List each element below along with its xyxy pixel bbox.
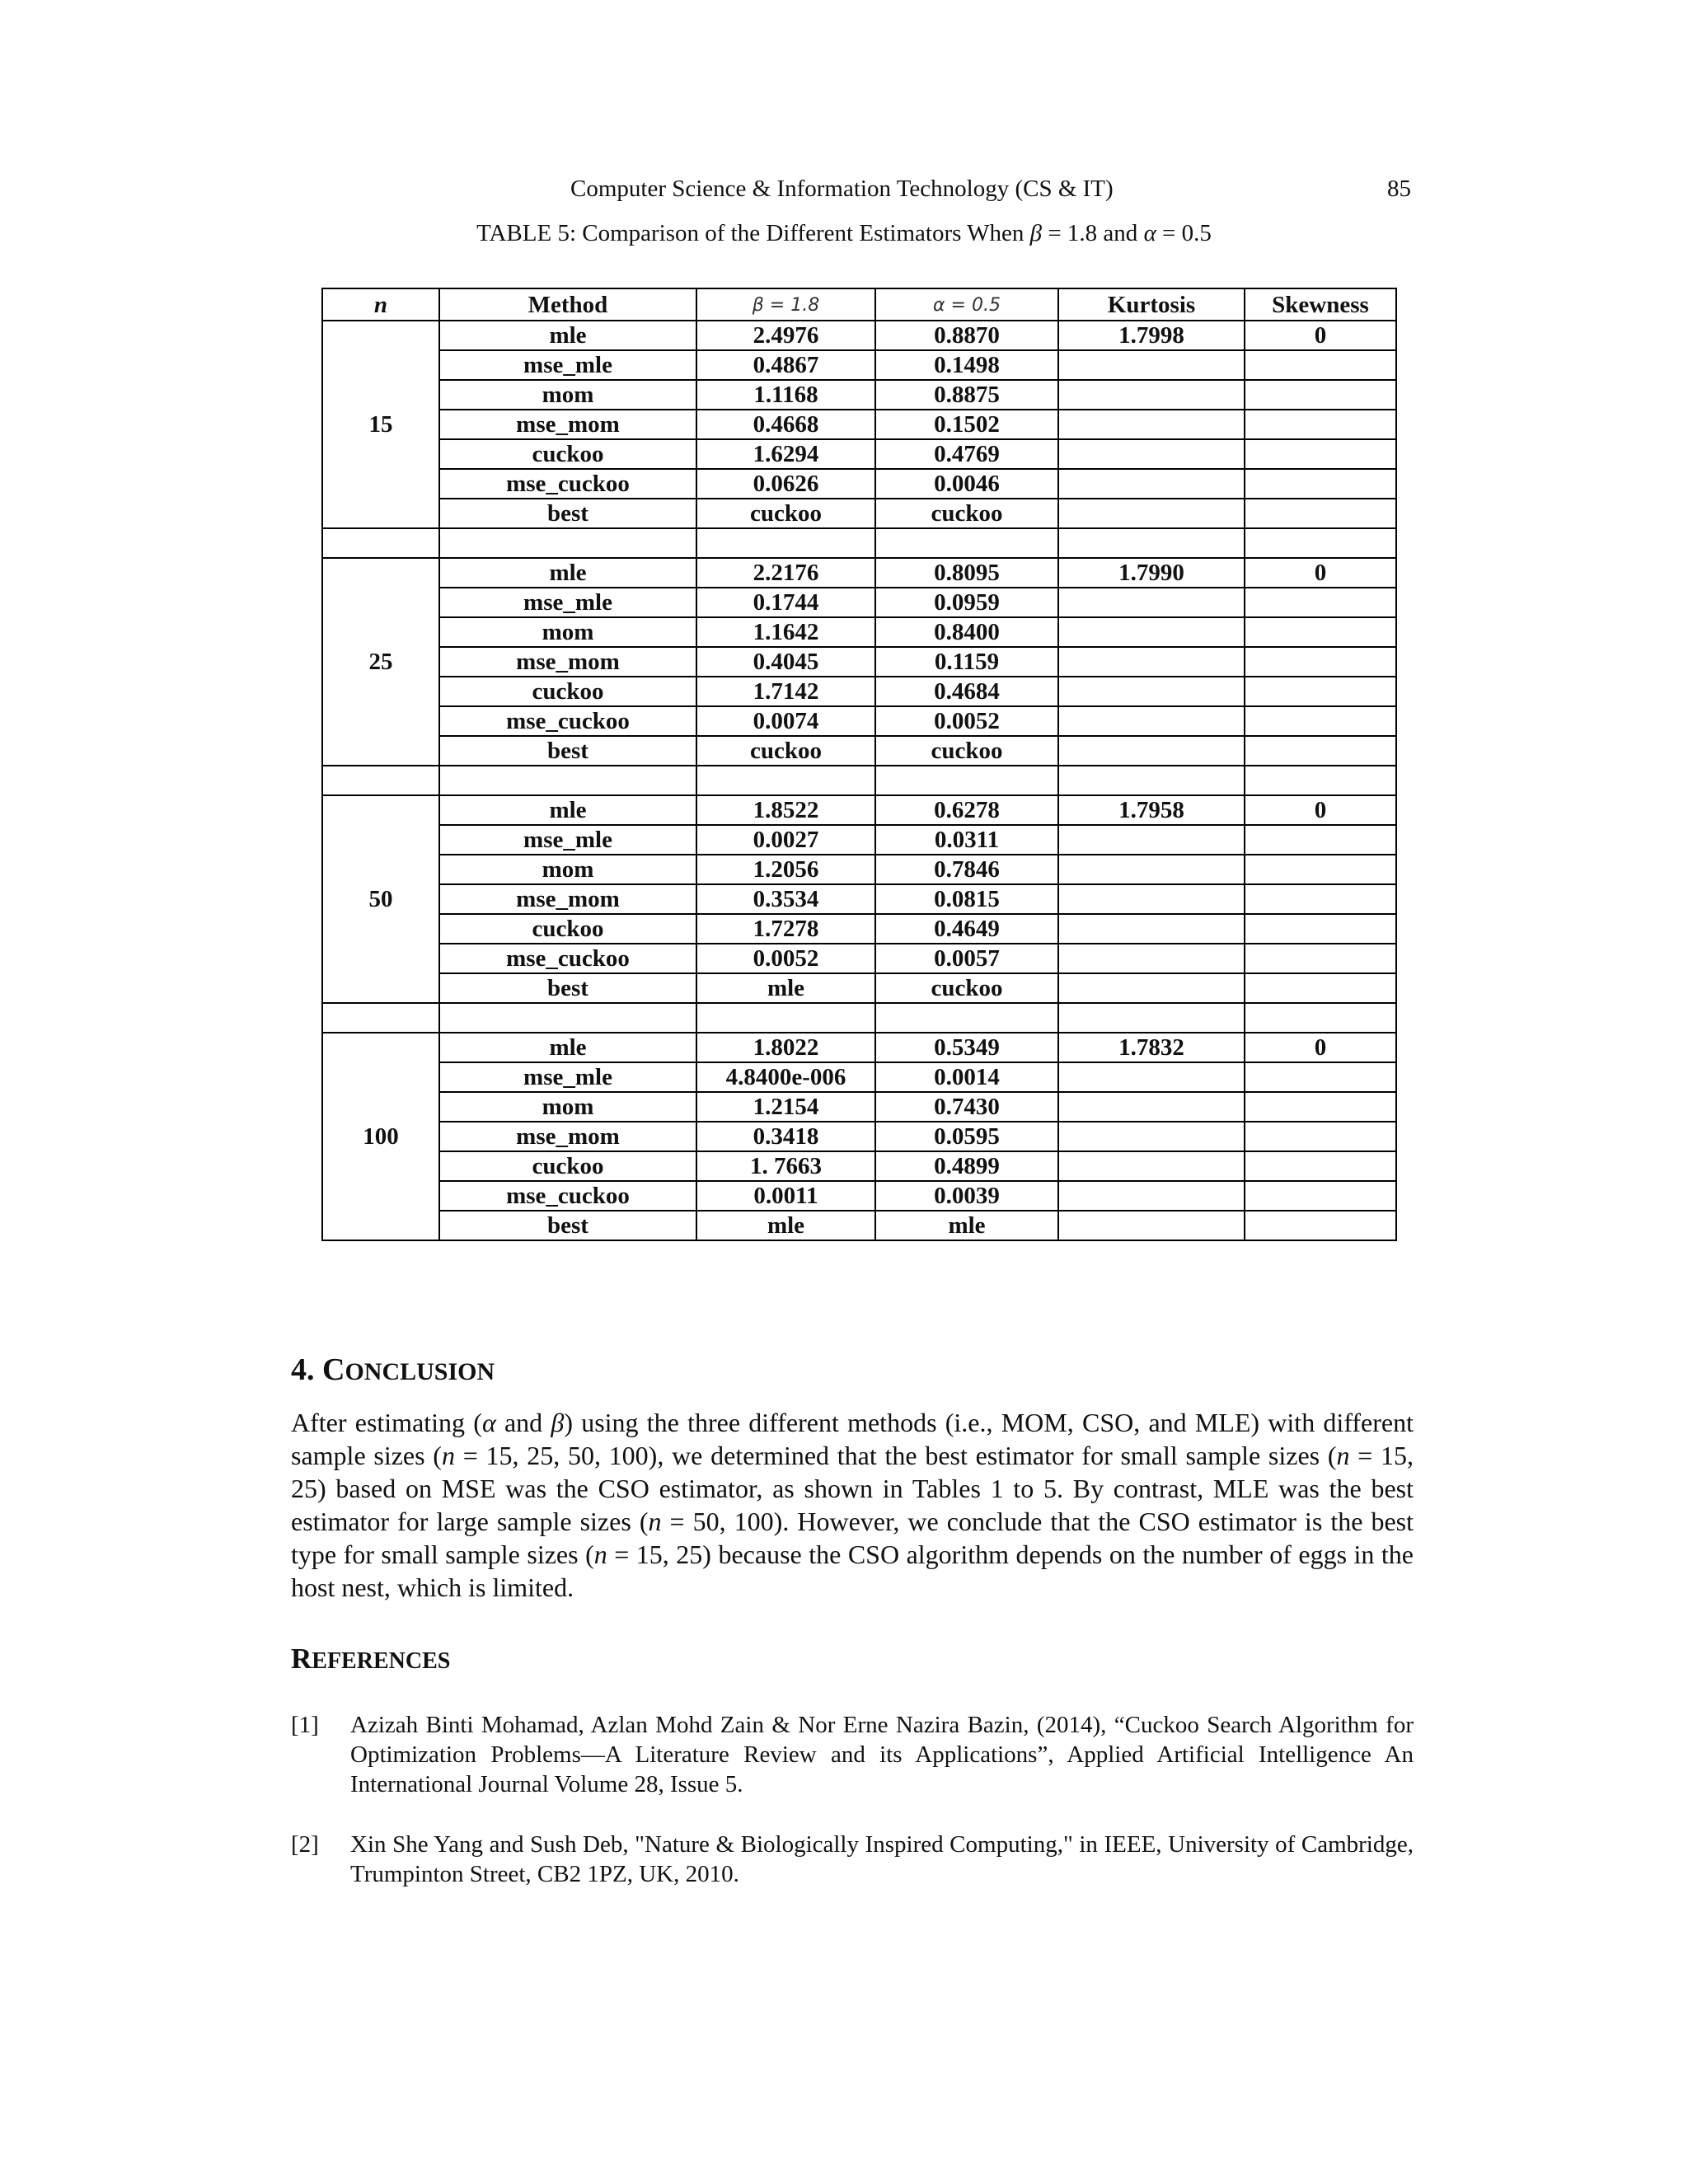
- skewness-cell: [1245, 410, 1396, 439]
- method-cell: mse_mom: [439, 647, 696, 677]
- kurtosis-cell: [1058, 350, 1245, 380]
- method-cell: mom: [439, 380, 696, 410]
- table-row: [322, 1122, 1396, 1151]
- beta-cell: 0.0011: [696, 1181, 875, 1211]
- kurtosis-cell: [1058, 1092, 1245, 1122]
- alpha-cell: 0.1159: [875, 647, 1058, 677]
- table-body: [322, 321, 1396, 1240]
- alpha-cell: 0.0057: [875, 944, 1058, 973]
- kurtosis-cell: [1058, 677, 1245, 706]
- col-header-beta: β = 1.8: [696, 288, 875, 321]
- table-row: [322, 1062, 1396, 1092]
- beta-cell: 1.6294: [696, 439, 875, 469]
- skewness-cell: [1245, 617, 1396, 647]
- kurtosis-cell: [1058, 588, 1245, 617]
- table-caption: TABLE 5: Comparison of the Different Estimators When β = 1.8 and α = 0.5: [476, 220, 1212, 246]
- alpha-cell: cuckoo: [875, 973, 1058, 1003]
- beta-cell: 0.4045: [696, 647, 875, 677]
- empty-cell: [322, 528, 439, 558]
- skewness-cell: [1245, 944, 1396, 973]
- kurtosis-cell: [1058, 410, 1245, 439]
- table-row: [322, 350, 1396, 380]
- conclusion-paragraph: After estimating (α and β) using the three different methods (i.e., MOM, CSO, and MLE) with different sample sizes (n = 15, 25, 50, 100), we determined that the best estimator for small sample sizes (n = 15, 25) based on MSE was the CSO estimator, as shown in Tables 1 to 5. By contrast, MLE was the best estimator for large sample sizes (n = 50, 100). However, we conclude that the CSO estimator is the best type for small sample sizes (n = 15, 25) because the CSO algorithm depends on the number of eggs in the host nest, which is limited.: [291, 1408, 1414, 1602]
- method-cell: mse_mom: [439, 1122, 696, 1151]
- table-row: [322, 588, 1396, 617]
- skewness-cell: [1245, 973, 1396, 1003]
- reference-item: [291, 1830, 1414, 1889]
- skewness-cell: [1245, 884, 1396, 914]
- kurtosis-cell: [1058, 439, 1245, 469]
- kurtosis-cell: [1058, 706, 1245, 736]
- alpha-cell: 0.4684: [875, 677, 1058, 706]
- kurtosis-cell: 1.7958: [1058, 795, 1245, 825]
- empty-cell: [322, 1003, 439, 1033]
- table-row: [322, 795, 1396, 825]
- beta-cell: mle: [696, 1211, 875, 1240]
- empty-cell: [439, 1003, 696, 1033]
- spacer-row: [322, 766, 1396, 795]
- alpha-cell: 0.0014: [875, 1062, 1058, 1092]
- method-cell: cuckoo: [439, 677, 696, 706]
- alpha-cell: 0.0815: [875, 884, 1058, 914]
- col-header-method: Method: [439, 288, 696, 321]
- empty-cell: [322, 766, 439, 795]
- alpha-cell: 0.0595: [875, 1122, 1058, 1151]
- kurtosis-cell: [1058, 736, 1245, 766]
- beta-cell: 1.1168: [696, 380, 875, 410]
- beta-cell: 0.0626: [696, 469, 875, 499]
- skewness-cell: [1245, 469, 1396, 499]
- table-row: [322, 321, 1396, 350]
- table-row: [322, 914, 1396, 944]
- beta-cell: 2.2176: [696, 558, 875, 588]
- kurtosis-cell: [1058, 469, 1245, 499]
- kurtosis-cell: [1058, 973, 1245, 1003]
- method-cell: best: [439, 499, 696, 528]
- method-cell: mse_mom: [439, 410, 696, 439]
- skewness-cell: [1245, 647, 1396, 677]
- method-cell: mse_cuckoo: [439, 469, 696, 499]
- alpha-cell: 0.6278: [875, 795, 1058, 825]
- skewness-cell: [1245, 439, 1396, 469]
- alpha-cell: 0.8870: [875, 321, 1058, 350]
- beta-cell: 0.3534: [696, 884, 875, 914]
- empty-cell: [1245, 1003, 1396, 1033]
- empty-cell: [439, 766, 696, 795]
- method-cell: cuckoo: [439, 439, 696, 469]
- empty-cell: [696, 1003, 875, 1033]
- col-header-skewness: Skewness: [1245, 288, 1396, 321]
- alpha-cell: 0.8875: [875, 380, 1058, 410]
- col-header-alpha: α = 0.5: [875, 288, 1058, 321]
- table-row: [322, 1181, 1396, 1211]
- results-table: [321, 288, 1397, 1241]
- kurtosis-cell: [1058, 1062, 1245, 1092]
- empty-cell: [1245, 766, 1396, 795]
- alpha-cell: 0.0046: [875, 469, 1058, 499]
- table-row: [322, 439, 1396, 469]
- sample-size-cell: 25: [322, 558, 439, 766]
- method-cell: best: [439, 973, 696, 1003]
- skewness-cell: 0: [1245, 321, 1396, 350]
- reference-item: [291, 1710, 1414, 1799]
- table-header-row: [322, 288, 1396, 321]
- beta-cell: 2.4976: [696, 321, 875, 350]
- empty-cell: [1245, 528, 1396, 558]
- skewness-cell: [1245, 350, 1396, 380]
- method-cell: cuckoo: [439, 914, 696, 944]
- kurtosis-cell: [1058, 914, 1245, 944]
- table-row: [322, 855, 1396, 884]
- table-row: [322, 410, 1396, 439]
- alpha-cell: 0.4649: [875, 914, 1058, 944]
- col-header-n: n: [322, 288, 439, 321]
- kurtosis-cell: [1058, 380, 1245, 410]
- method-cell: mom: [439, 617, 696, 647]
- empty-cell: [696, 528, 875, 558]
- skewness-cell: [1245, 1181, 1396, 1211]
- alpha-cell: 0.7846: [875, 855, 1058, 884]
- method-cell: mle: [439, 558, 696, 588]
- beta-cell: cuckoo: [696, 736, 875, 766]
- references-heading: REFERENCES: [291, 1643, 451, 1675]
- running-header-title: Computer Science & Information Technology (CS & IT): [570, 176, 1114, 202]
- kurtosis-cell: 1.7832: [1058, 1033, 1245, 1062]
- table-row: [322, 677, 1396, 706]
- beta-cell: 1.8522: [696, 795, 875, 825]
- kurtosis-cell: [1058, 1122, 1245, 1151]
- reference-number: [2]: [291, 1831, 319, 1858]
- alpha-cell: cuckoo: [875, 736, 1058, 766]
- method-cell: best: [439, 736, 696, 766]
- table-row: [322, 973, 1396, 1003]
- kurtosis-cell: [1058, 1151, 1245, 1181]
- method-cell: mse_mle: [439, 350, 696, 380]
- method-cell: mse_cuckoo: [439, 1181, 696, 1211]
- skewness-cell: [1245, 380, 1396, 410]
- beta-cell: 1.7278: [696, 914, 875, 944]
- beta-cell: 1.8022: [696, 1033, 875, 1062]
- method-cell: mse_mom: [439, 884, 696, 914]
- table-row: [322, 469, 1396, 499]
- beta-cell: 0.0052: [696, 944, 875, 973]
- table-row: [322, 499, 1396, 528]
- skewness-cell: [1245, 1122, 1396, 1151]
- skewness-cell: [1245, 499, 1396, 528]
- table-row: [322, 884, 1396, 914]
- spacer-row: [322, 1003, 1396, 1033]
- method-cell: mse_mle: [439, 825, 696, 855]
- beta-cell: mle: [696, 973, 875, 1003]
- table-row: [322, 1033, 1396, 1062]
- sample-size-cell: 50: [322, 795, 439, 1003]
- skewness-cell: [1245, 855, 1396, 884]
- alpha-cell: 0.1498: [875, 350, 1058, 380]
- beta-cell: 1.2154: [696, 1092, 875, 1122]
- empty-cell: [1058, 528, 1245, 558]
- empty-cell: [1058, 766, 1245, 795]
- alpha-cell: 0.7430: [875, 1092, 1058, 1122]
- method-cell: mom: [439, 1092, 696, 1122]
- skewness-cell: [1245, 825, 1396, 855]
- method-cell: cuckoo: [439, 1151, 696, 1181]
- kurtosis-cell: [1058, 855, 1245, 884]
- beta-cell: 4.8400e-006: [696, 1062, 875, 1092]
- method-cell: mle: [439, 321, 696, 350]
- alpha-cell: cuckoo: [875, 499, 1058, 528]
- empty-cell: [875, 1003, 1058, 1033]
- skewness-cell: 0: [1245, 795, 1396, 825]
- alpha-cell: 0.0052: [875, 706, 1058, 736]
- beta-cell: 0.1744: [696, 588, 875, 617]
- beta-cell: 1. 7663: [696, 1151, 875, 1181]
- sample-size-cell: 15: [322, 321, 439, 528]
- table-row: [322, 380, 1396, 410]
- kurtosis-cell: [1058, 884, 1245, 914]
- empty-cell: [1058, 1003, 1245, 1033]
- table-row: [322, 825, 1396, 855]
- empty-cell: [696, 766, 875, 795]
- skewness-cell: [1245, 1062, 1396, 1092]
- kurtosis-cell: [1058, 1181, 1245, 1211]
- alpha-cell: 0.4769: [875, 439, 1058, 469]
- empty-cell: [875, 766, 1058, 795]
- col-header-kurtosis: Kurtosis: [1058, 288, 1245, 321]
- alpha-cell: 0.8400: [875, 617, 1058, 647]
- table-row: [322, 558, 1396, 588]
- skewness-cell: [1245, 914, 1396, 944]
- method-cell: best: [439, 1211, 696, 1240]
- beta-cell: 0.0027: [696, 825, 875, 855]
- beta-cell: 1.1642: [696, 617, 875, 647]
- table-row: [322, 647, 1396, 677]
- reference-number: [1]: [291, 1712, 319, 1738]
- method-cell: mse_cuckoo: [439, 706, 696, 736]
- alpha-cell: mle: [875, 1211, 1058, 1240]
- reference-text: Azizah Binti Mohamad, Azlan Mohd Zain & Nor Erne Nazira Bazin, (2014), “Cuckoo Search Algorithm for Optimization Problems—A Literature Review and its Applications”, Applied Artificial Intelligence An International Journal Volume 28, Issue 5.: [350, 1712, 1414, 1797]
- skewness-cell: [1245, 1211, 1396, 1240]
- empty-cell: [875, 528, 1058, 558]
- method-cell: mom: [439, 855, 696, 884]
- beta-cell: 0.3418: [696, 1122, 875, 1151]
- skewness-cell: 0: [1245, 1033, 1396, 1062]
- table-row: [322, 617, 1396, 647]
- beta-cell: 1.2056: [696, 855, 875, 884]
- alpha-cell: 0.0959: [875, 588, 1058, 617]
- table-row: [322, 1211, 1396, 1240]
- alpha-cell: 0.8095: [875, 558, 1058, 588]
- method-cell: mse_cuckoo: [439, 944, 696, 973]
- skewness-cell: [1245, 1151, 1396, 1181]
- alpha-cell: 0.0039: [875, 1181, 1058, 1211]
- alpha-cell: 0.1502: [875, 410, 1058, 439]
- kurtosis-cell: 1.7998: [1058, 321, 1245, 350]
- skewness-cell: [1245, 736, 1396, 766]
- kurtosis-cell: [1058, 617, 1245, 647]
- method-cell: mse_mle: [439, 1062, 696, 1092]
- skewness-cell: [1245, 677, 1396, 706]
- table-row: [322, 1092, 1396, 1122]
- method-cell: mle: [439, 1033, 696, 1062]
- empty-cell: [439, 528, 696, 558]
- table-row: [322, 944, 1396, 973]
- method-cell: mle: [439, 795, 696, 825]
- kurtosis-cell: [1058, 1211, 1245, 1240]
- beta-cell: 0.0074: [696, 706, 875, 736]
- beta-cell: 1.7142: [696, 677, 875, 706]
- beta-cell: cuckoo: [696, 499, 875, 528]
- kurtosis-cell: [1058, 647, 1245, 677]
- alpha-cell: 0.0311: [875, 825, 1058, 855]
- alpha-cell: 0.4899: [875, 1151, 1058, 1181]
- spacer-row: [322, 528, 1396, 558]
- alpha-cell: 0.5349: [875, 1033, 1058, 1062]
- table-row: [322, 706, 1396, 736]
- kurtosis-cell: [1058, 499, 1245, 528]
- method-cell: mse_mle: [439, 588, 696, 617]
- kurtosis-cell: 1.7990: [1058, 558, 1245, 588]
- skewness-cell: [1245, 1092, 1396, 1122]
- reference-text: Xin She Yang and Sush Deb, "Nature & Biologically Inspired Computing," in IEEE, University of Cambridge, Trumpinton Street, CB2 1PZ, UK, 2010.: [350, 1831, 1414, 1887]
- beta-cell: 0.4668: [696, 410, 875, 439]
- conclusion-heading: 4. CONCLUSION: [291, 1352, 495, 1387]
- page-number: 85: [1387, 176, 1411, 202]
- table-row: [322, 736, 1396, 766]
- kurtosis-cell: [1058, 825, 1245, 855]
- skewness-cell: [1245, 706, 1396, 736]
- beta-cell: 0.4867: [696, 350, 875, 380]
- kurtosis-cell: [1058, 944, 1245, 973]
- table-row: [322, 1151, 1396, 1181]
- sample-size-cell: 100: [322, 1033, 439, 1240]
- skewness-cell: [1245, 588, 1396, 617]
- skewness-cell: 0: [1245, 558, 1396, 588]
